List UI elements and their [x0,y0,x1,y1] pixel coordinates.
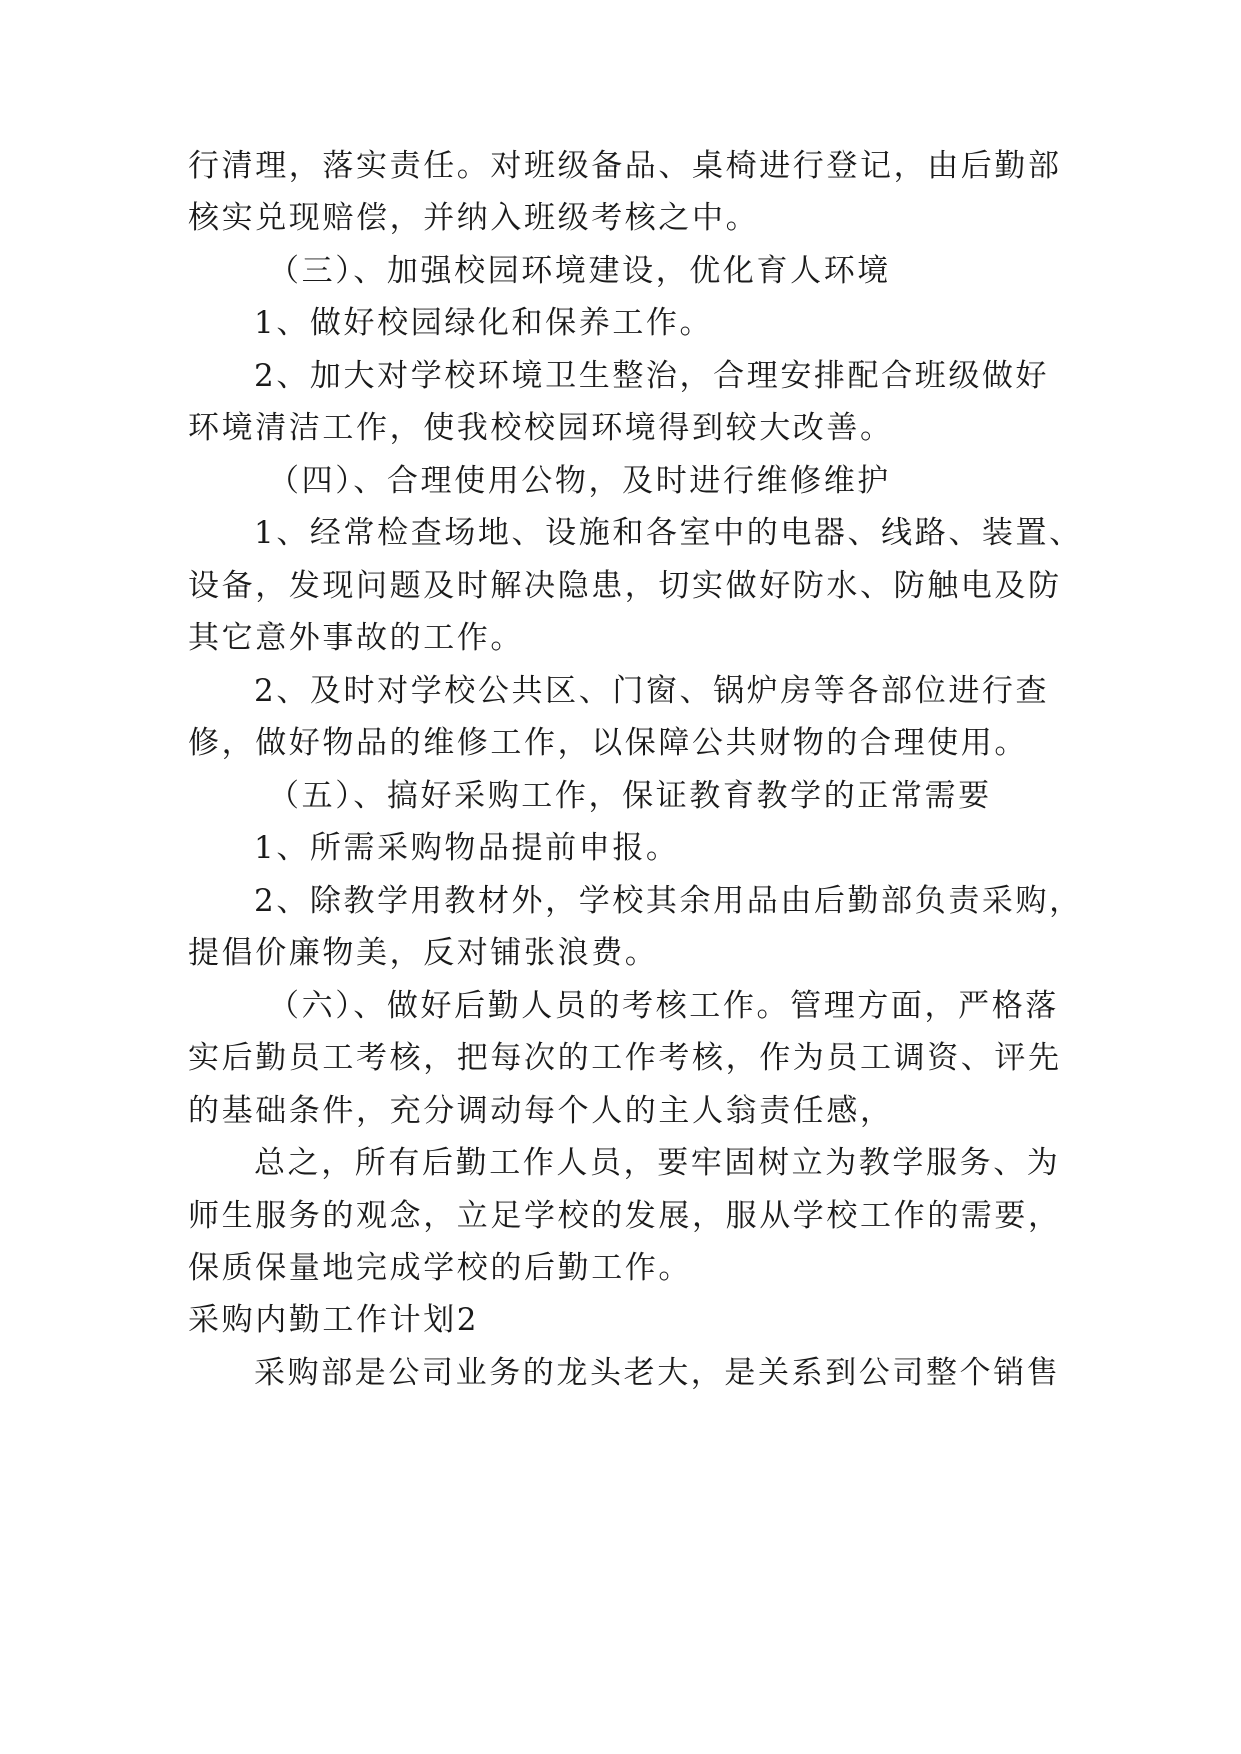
text-line: 提倡价廉物美，反对铺张浪费。 [188,935,659,971]
list-item: 2、除教学用教材外，学校其余用品由后勤部负责采购， [254,883,1083,919]
paragraph-start: 总之，所有后勤工作人员，要牢固树立为教学服务、为 [254,1145,1061,1181]
section-heading: （五）、搞好采购工作，保证教育教学的正常需要 [268,778,992,814]
text-line: 保质保量地完成学校的后勤工作。 [188,1250,692,1286]
text-line: 环境清洁工作，使我校校园环境得到较大改善。 [188,410,894,446]
section-heading: （四）、合理使用公物，及时进行维修维护 [268,463,891,499]
list-item: 1、做好校园绿化和保养工作。 [254,305,714,341]
section-heading: （三）、加强校园环境建设，优化育人环境 [268,253,891,289]
list-item: 2、加大对学校环境卫生整治，合理安排配合班级做好 [254,358,1050,394]
document-subtitle: 采购内勤工作计划2 [188,1302,480,1338]
text-line: 实后勤员工考核，把每次的工作考核，作为员工调资、评先 [188,1040,1062,1076]
text-line: 设备，发现问题及时解决隐患，切实做好防水、防触电及防 [188,568,1062,604]
text-line: 其它意外事故的工作。 [188,620,524,656]
text-line: 师生服务的观念，立足学校的发展，服从学校工作的需要， [188,1198,1062,1234]
list-item: 2、及时对学校公共区、门窗、锅炉房等各部位进行查 [254,673,1050,709]
list-item: 1、所需采购物品提前申报。 [254,830,680,866]
text-line: 修，做好物品的维修工作，以保障公共财物的合理使用。 [188,725,1028,761]
text-line: 行清理，落实责任。对班级备品、桌椅进行登记，由后勤部 [188,148,1062,184]
text-line: 的基础条件，充分调动每个人的主人翁责任感， [188,1093,894,1129]
paragraph-start: 采购部是公司业务的龙头老大，是关系到公司整个销售 [254,1355,1061,1391]
text-line: 核实兑现赔偿，并纳入班级考核之中。 [188,200,760,236]
section-heading: （六）、做好后勤人员的考核工作。管理方面，严格落 [268,988,1059,1024]
list-item: 1、经常检查场地、设施和各室中的电器、线路、装置、 [254,515,1083,551]
